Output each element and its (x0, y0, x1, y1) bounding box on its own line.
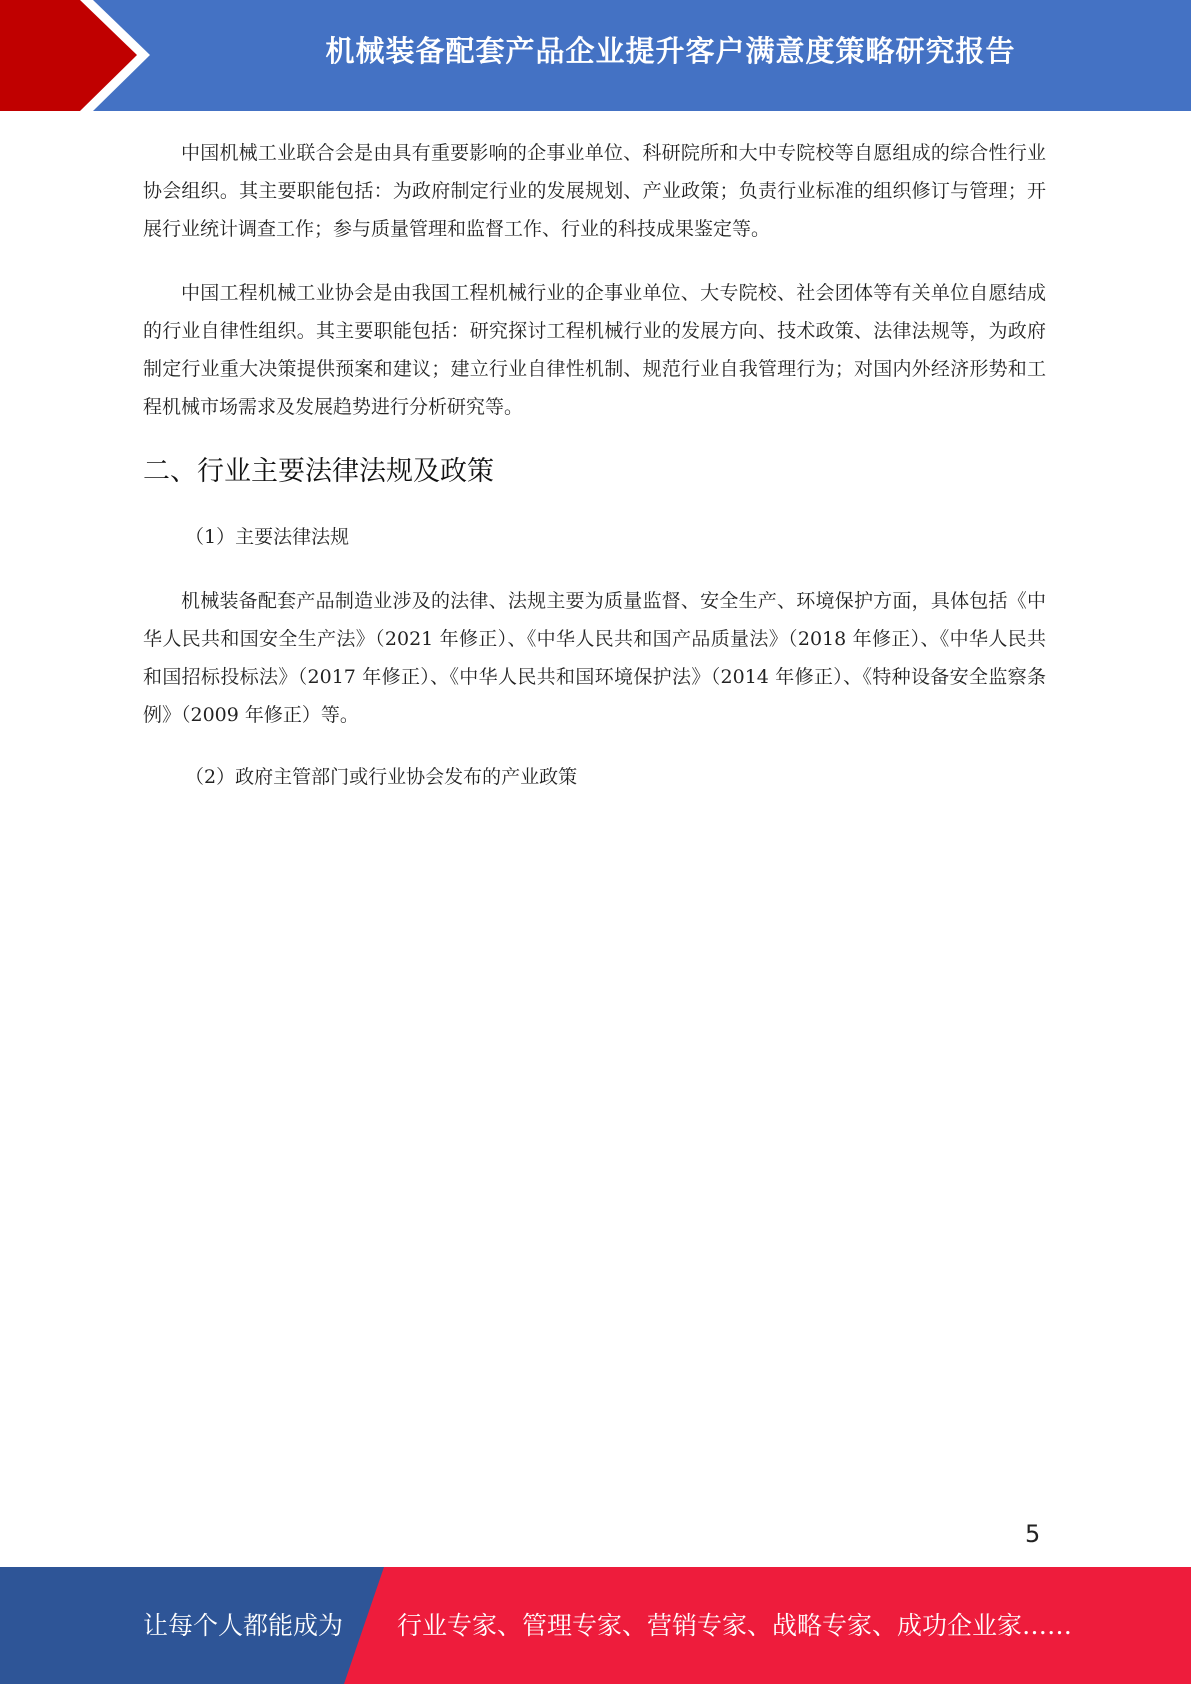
sub-heading-main-laws: （1）主要法律法规 (185, 526, 350, 548)
report-title: 机械装备配套产品企业提升客户满意度策略研究报告 (325, 34, 1016, 68)
paragraph-laws-list: 机械装备配套产品制造业涉及的法律、法规主要为质量监督、安全生产、环境保护方面，具体包括《中华人民共和国安全生产法》（2021 年修正）、《中华人民共和国产品质量法》（2018 年修正）、《中华人民共和国招标投标法》（2017 年修正）、《中华人民共和国环境保护法》（2014 年修正）、《特种设备安全监察条例》（2009 年修正）等。 (143, 590, 1046, 726)
sub-heading-industry-policies: （2）政府主管部门或行业协会发布的产业政策 (185, 766, 578, 788)
section-heading-laws-policies: 二、行业主要法律法规及政策 (143, 456, 494, 487)
page-number: 5 (1025, 1520, 1041, 1548)
page-footer (0, 1567, 1191, 1684)
footer-slogan-roles: 行业专家、管理专家、营销专家、战略专家、成功企业家…… (397, 1611, 1073, 1640)
paragraph-cncma: 中国工程机械工业协会是由我国工程机械行业的企事业单位、大专院校、社会团体等有关单位自愿结成的行业自律性组织。其主要职能包括：研究探讨工程机械行业的发展方向、技术政策、法律法规等，为政府制定行业重大决策提供预案和建议；建立行业自律性机制、规范行业自我管理行为；对国内外经济形势和工程机械市场需求及发展趋势进行分析研究等。 (143, 282, 1046, 418)
page-header (0, 0, 1191, 111)
footer-slogan-lead: 让每个人都能成为 (143, 1611, 344, 1640)
document-body (143, 134, 1046, 796)
paragraph-cmif: 中国机械工业联合会是由具有重要影响的企事业单位、科研院所和大中专院校等自愿组成的综合性行业协会组织。其主要职能包括：为政府制定行业的发展规划、产业政策；负责行业标准的组织修订与管理；开展行业统计调查工作；参与质量管理和监督工作、行业的科技成果鉴定等。 (143, 142, 1046, 240)
